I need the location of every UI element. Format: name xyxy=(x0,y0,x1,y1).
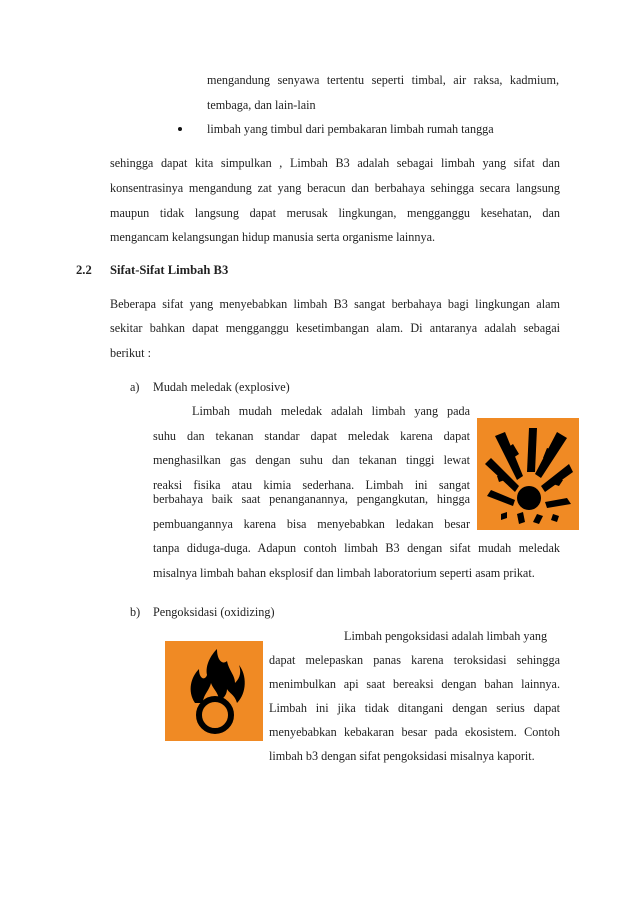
item-b-heading: Pengoksidasi (oxidizing) xyxy=(153,605,275,619)
item-b-marker: b) xyxy=(130,605,141,619)
list-item-2: limbah yang timbul dari pembakaran limbah rumah tangga xyxy=(207,122,494,136)
item-a-line-1: Limbah mudah meledak adalah limbah yang pada xyxy=(192,404,470,418)
conclusion-line-4: mengancam kelangsungan hidup manusia serta organisme lainnya. xyxy=(110,230,436,244)
item-a-line-5: berbahaya baik saat penanganannya, pengangkutan, hingga xyxy=(153,492,470,506)
item-b-line-3: menimbulkan api saat bereaksi dengan bahan lainnya. xyxy=(269,677,560,691)
conclusion-line-1: sehingga dapat kita simpulkan , Limbah B3 adalah sebagai limbah yang sifat dan xyxy=(110,156,560,170)
item-a-line-7: tanpa diduga-duga. Adapun contoh limbah B3 dengan sifat mudah meledak xyxy=(153,541,560,555)
item-b-line-5: menyebabkan kebakaran besar pada ekosistem. Contoh xyxy=(269,725,560,739)
oxidizing-hazard-icon xyxy=(165,641,263,741)
item-b-line-1: Limbah pengoksidasi adalah limbah yang xyxy=(344,629,548,643)
intro-line-3: berikut : xyxy=(110,346,151,360)
item-b-line-6: limbah b3 dengan sifat pengoksidasi misalnya kaporit. xyxy=(269,749,535,763)
item-b-line-2: dapat melepaskan panas karena teroksidasi sehingga xyxy=(269,653,560,667)
item-a-line-3: menghasilkan gas dengan suhu dan tekanan tinggi lewat xyxy=(153,453,470,467)
conclusion-line-2: konsentrasinya mengandung zat yang beracun dan berbahaya sehingga secara langsung xyxy=(110,181,560,195)
item-b-line-4: Limbah ini jika tidak ditangani dengan serius dapat xyxy=(269,701,560,715)
explosive-hazard-icon xyxy=(477,418,579,530)
item-a-line-4: reaksi fisika atau kimia sederhana. Limbah ini sangat xyxy=(153,478,470,492)
item-a-line-6: pembuangannya karena bisa menyebabkan ledakan besar xyxy=(153,517,470,531)
item-a-heading: Mudah meledak (explosive) xyxy=(153,380,290,394)
bullet-icon xyxy=(178,127,182,131)
item-a-line-8: misalnya limbah bahan eksplosif dan limbah laboratorium seperti asam prikat. xyxy=(153,566,535,580)
intro-line-2: sekitar bahkan dapat mengganggu kesetimbangan alam. Di antaranya adalah sebagai xyxy=(110,321,560,335)
list-item-1-line-2: tembaga, dan lain-lain xyxy=(207,98,316,112)
item-a-line-2: suhu dan tekanan standar dapat meledak karena dapat xyxy=(153,429,470,443)
intro-line-1: Beberapa sifat yang menyebabkan limbah B3 sangat berbahaya bagi lingkungan alam xyxy=(110,297,560,311)
list-item-1-line-1: mengandung senyawa tertentu seperti timbal, air raksa, kadmium, xyxy=(207,73,559,87)
conclusion-line-3: maupun tidak langsung dapat merusak lingkungan, mengganggu kesehatan, dan xyxy=(110,206,560,220)
section-number: 2.2 xyxy=(76,263,92,277)
item-a-marker: a) xyxy=(130,380,140,394)
section-title: Sifat-Sifat Limbah B3 xyxy=(110,263,229,277)
